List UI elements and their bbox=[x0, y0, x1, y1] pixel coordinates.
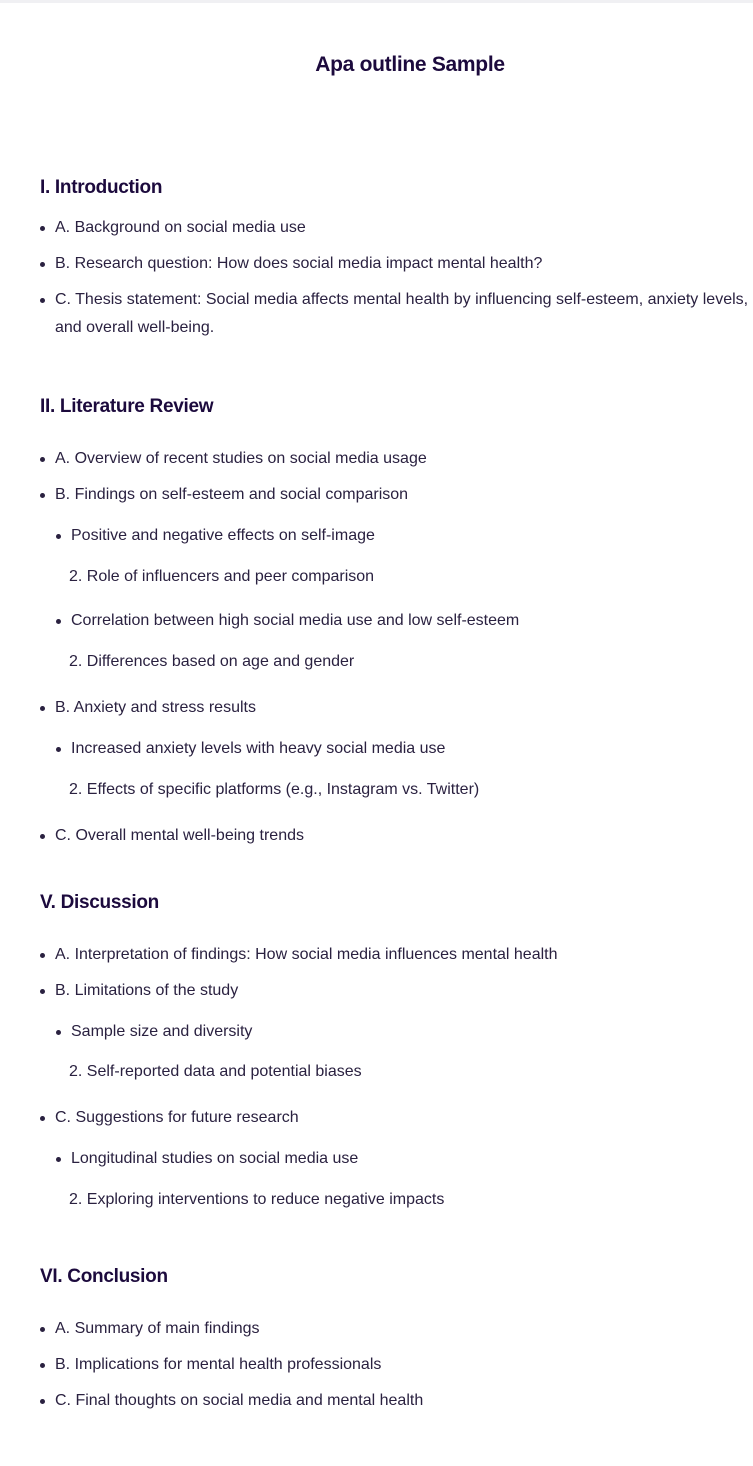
numbered-item: 2. Exploring interventions to reduce negative impacts bbox=[69, 1191, 445, 1208]
list-item: B. Implications for mental health professionals bbox=[40, 1351, 381, 1379]
list-item: A. Overview of recent studies on social media usage bbox=[40, 445, 427, 473]
numbered-item: 2. Differences based on age and gender bbox=[69, 653, 355, 670]
list-item: C. Overall mental well-being trends bbox=[40, 822, 304, 850]
list-item: A. Background on social media use bbox=[40, 214, 306, 242]
sub-list-item: Increased anxiety levels with heavy social media use bbox=[40, 735, 445, 763]
sub-list-item: Sample size and diversity bbox=[40, 1018, 252, 1046]
list-item: B. Anxiety and stress results bbox=[40, 694, 256, 722]
sub-list-item: Longitudinal studies on social media use bbox=[40, 1145, 358, 1173]
section-discussion bbox=[40, 891, 753, 1208]
list-item: B. Limitations of the study bbox=[40, 977, 238, 1005]
list-item: B. Findings on self-esteem and social comparison bbox=[40, 481, 408, 509]
list-item: C. Suggestions for future research bbox=[40, 1104, 299, 1132]
section-conclusion bbox=[40, 1265, 753, 1409]
sub-list-item: Positive and negative effects on self-image bbox=[40, 522, 375, 550]
list-item: C. Final thoughts on social media and mental health bbox=[40, 1387, 423, 1415]
list-item: C. Thesis statement: Social media affects mental health by influencing self-esteem, anxiety levels, and overall well-being. bbox=[40, 286, 753, 342]
section-introduction bbox=[40, 176, 753, 336]
numbered-item: 2. Role of influencers and peer comparison bbox=[69, 568, 375, 585]
section-heading: VI. Conclusion bbox=[40, 1266, 168, 1287]
section-heading: I. Introduction bbox=[40, 177, 163, 198]
numbered-item: 2. Self-reported data and potential biases bbox=[69, 1063, 362, 1080]
section-heading: II. Literature Review bbox=[40, 396, 214, 417]
list-item: B. Research question: How does social media impact mental health? bbox=[40, 250, 542, 278]
list-item: A. Interpretation of findings: How social media influences mental health bbox=[40, 941, 558, 969]
top-divider bbox=[0, 0, 753, 3]
page-title: Apa outline Sample bbox=[315, 53, 505, 76]
numbered-item: 2. Effects of specific platforms (e.g., Instagram vs. Twitter) bbox=[69, 781, 480, 798]
sub-list-item: Correlation between high social media use and low self-esteem bbox=[40, 607, 519, 635]
section-heading: V. Discussion bbox=[40, 892, 159, 913]
section-literature-review bbox=[40, 395, 753, 844]
list-item: A. Summary of main findings bbox=[40, 1315, 260, 1343]
